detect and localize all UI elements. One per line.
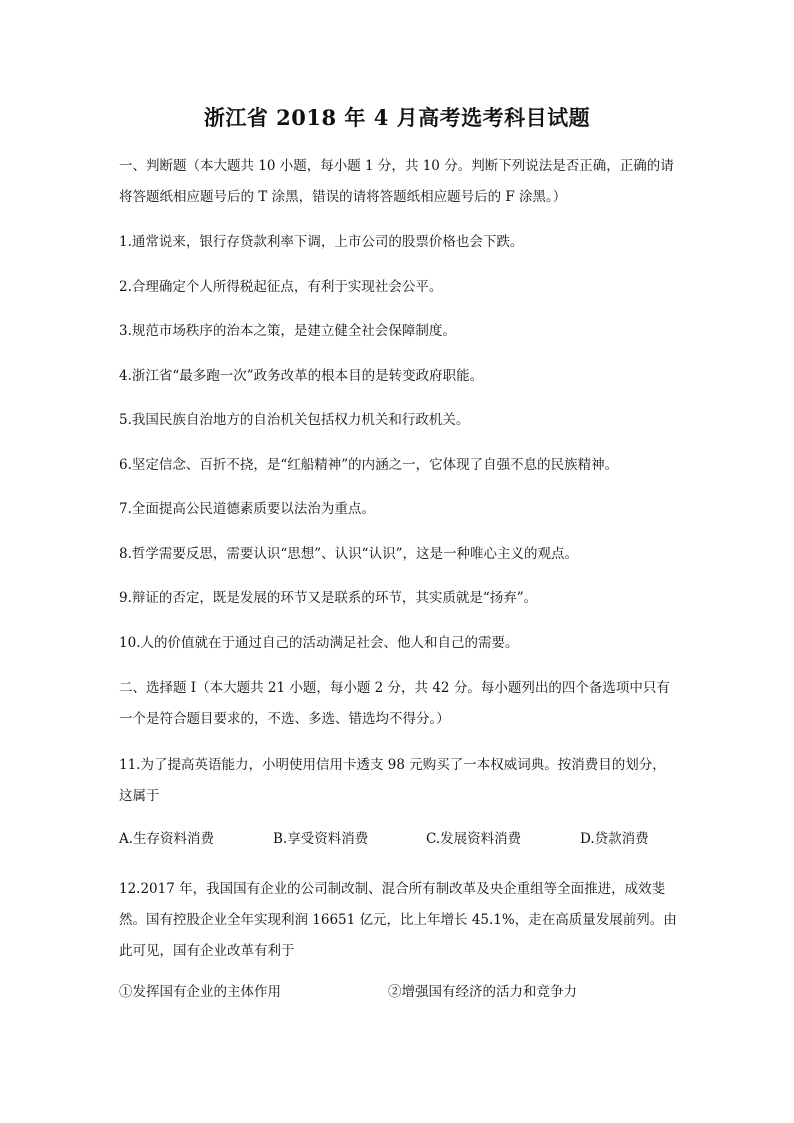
option-d: D.贷款消费 [580,831,649,847]
question-6: 6.坚定信念、百折不挠，是“红船精神”的内涵之一，它体现了自强不息的民族精神。 [119,457,619,473]
option-c: C.发展资料消费 [426,831,522,847]
exam-title: 浙江省 2018 年 4 月高考选考科目试题 [203,105,591,130]
question-1: 1.通常说来，银行存贷款利率下调，上市公司的股票价格也会下跌。 [119,234,524,250]
question-8: 8.哲学需要反思，需要认识“思想”、认识“认识”，这是一种唯心主义的观点。 [119,546,578,562]
question-12-stem-line: 然。国有控股企业全年实现利润 16651 亿元，比上年增长 45.1%，走在高质量发展前列。由 [119,912,677,928]
option-2: ②增强国有经济的活力和竞争力 [388,984,577,1000]
option-1: ①发挥国有企业的主体作用 [119,984,281,1000]
section1-heading [119,151,679,213]
question-3: 3.规范市场秩序的治本之策，是建立健全社会保障制度。 [119,323,456,339]
question-7: 7.全面提高公民道德素质要以法治为重点。 [119,501,375,517]
question-4: 4.浙江省“最多跑一次”政务改革的根本目的是转变政府职能。 [119,368,484,384]
section1-heading-line: 一、判断题（本大题共 10 小题，每小题 1 分，共 10 分。判断下列说法是否正确，正确的请 [119,158,674,174]
question-2: 2.合理确定个人所得税起征点，有利于实现社会公平。 [119,279,443,295]
section2-heading-line: 一个是符合题目要求的，不选、多选、错选均不得分。） [119,711,450,727]
question-11-stem-line: 这属于 [119,788,160,804]
question-12-stem-line: 12.2017 年，我国国有企业的公司制改制、混合所有制改革及央企重组等全面推进，成效斐 [119,881,666,897]
section1-heading-line: 将答题纸相应题号后的 T 涂黑，错误的请将答题纸相应题号后的 F 涂黑。） [119,189,567,205]
question-11-stem-line: 11.为了提高英语能力，小明使用信用卡透支 98 元购买了一本权威词典。按消费目的划分， [119,757,666,773]
question-12-stem-line: 此可见，国有企业改革有利于 [119,943,295,959]
question-5: 5.我国民族自治地方的自治机关包括权力机关和行政机关。 [119,412,470,428]
question-12-stem [119,874,679,967]
question-10: 10.人的价值就在于通过自己的活动满足社会、他人和自己的需要。 [119,635,519,651]
section2-heading [119,673,679,735]
section2-heading-line: 二、选择题 I（本大题共 21 小题，每小题 2 分，共 42 分。每小题列出的四个备选项中只有 [119,680,670,696]
question-9: 9.辩证的否定，既是发展的环节又是联系的环节，其实质就是“扬弃”。 [119,590,538,606]
option-a: A.生存资料消费 [119,831,215,847]
option-b: B.享受资料消费 [273,831,369,847]
question-11-stem [119,750,679,812]
